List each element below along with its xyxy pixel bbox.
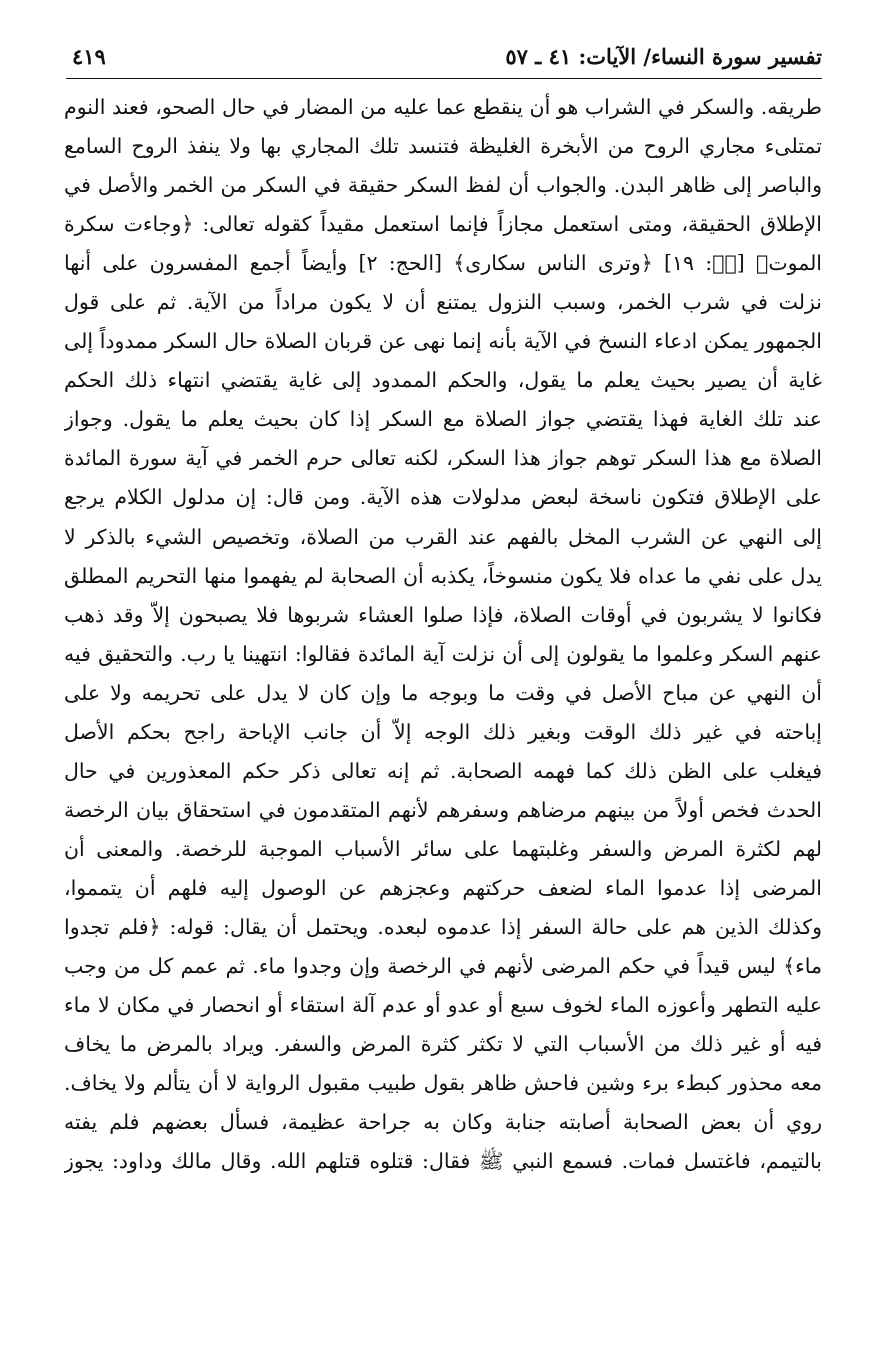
text-line: طريقه. والسكر في الشراب هو أن ينقطع عما عليه من المضار في حال الصحو، فعند النوم <box>64 95 822 119</box>
body-text <box>64 88 822 1181</box>
page-header <box>66 38 822 78</box>
text-line: لهم لكثرة المرض والسفر وغلبتهما على سائر الأسباب الموجبة للرخصة. والمعنى أن <box>64 836 822 861</box>
text-line: غاية أن يصير بحيث يعلم ما يقول، والحكم الممدود إلى غاية يقتضي انتهاء ذلك الحكم <box>64 368 822 393</box>
text-line: روي أن بعض الصحابة أصابته جنابة وكان به جراحة عظيمة، فسأل بعضهم فلم يفته <box>64 1110 822 1135</box>
text-line: الجمهور يمكن ادعاء النسخ في الآية بأنه إنما نهى عن قربان الصلاة حال السكر ممدوداً إلى <box>64 329 822 354</box>
text-line: عنهم السكر وعلموا ما يقولون إلى أن نزلت آية المائدة فقالوا: انتهينا يا رب. والتحقيق فيه <box>64 641 822 666</box>
text-line: المرضى إذا عدموا الماء لضعف حركتهم وعجزهم عن الوصول إليه فلهم أن يتمموا، <box>64 875 822 900</box>
text-line: والباصر إلى ظاهر البدن. والجواب أن لفظ السكر حقيقة في السكر من الخمر والأصل في <box>64 173 822 198</box>
text-line: بالتيمم، فاغتسل فمات. فسمع النبي ﷺ فقال: قتلوه قتلهم الله. وقال مالك وداود: يجوز <box>64 1149 822 1174</box>
text-line: تمتلىء مجاري الروح من الأبخرة الغليظة فتنسد تلك المجاري بها ولا ينفذ الروح السامع <box>64 134 822 159</box>
text-line: وكذلك الذين هم على حالة السفر إذا عدموه لبعده. ويحتمل أن يقال: قوله: ﴿فلم تجدوا <box>64 914 822 939</box>
page-number: ٤١٩ <box>72 44 106 69</box>
text-line: الحدث فخص أولاً من بينهم مرضاهم وسفرهم لأنهم المتقدمون في استحقاق بيان الرخصة <box>64 797 822 822</box>
text-line: عليه التطهر وأعوزه الماء لخوف سبع أو عدو أو عدم آلة استقاء أو انحصار في مكان لا ماء <box>64 993 822 1018</box>
text-line: على الإطلاق فتكون ناسخة لبعض مدلولات هذه الآية. ومن قال: إن مدلول الكلام يرجع <box>64 485 822 510</box>
header-divider <box>66 78 822 79</box>
text-line: معه محذور كبطء برء وشين فاحش ظاهر بقول طبيب مقبول الرواية لا أن يتألم ولا يخاف. <box>64 1071 822 1096</box>
text-line: ماء﴾ ليس قيداً في حكم المرضى لأنهم في الرخصة وإن وجدوا ماء. ثم عمم كل من وجب <box>64 954 822 979</box>
text-line: إلى النهي عن الشرب المخل بالفهم عند القرب من الصلاة، وتخصيص الشيء بالذكر لا <box>64 524 822 549</box>
text-line: يدل على نفي ما عداه فلا يكون منسوخاً، يكذبه أن الصحابة لم يفهموا منها التحريم المطلق <box>64 563 822 588</box>
text-line: الصلاة مع هذا السكر توهم جواز هذا السكر، لكنه تعالى حرم الخمر في آية سورة المائدة <box>64 446 822 471</box>
text-line: إباحته في غير ذلك الوقت وبغير ذلك الوجه إلاّ أن جانب الإباحة راجح بحكم الأصل <box>64 719 822 744</box>
text-line: عند تلك الغاية فهذا يقتضي جواز الصلاة مع السكر إذا كان بحيث يعلم ما يقول. وجواز <box>64 407 822 432</box>
running-title: تفسير سورة النساء/ الآيات: ٤١ ـ ٥٧ <box>505 44 822 69</box>
text-line: فيغلب على الظن ذلك كما فهمه الصحابة. ثم إنه تعالى ذكر حكم المعذورين في حال <box>64 758 822 783</box>
text-line: فكانوا لا يشربون في أوقات الصلاة، فإذا صلوا العشاء شربوها فلا يصبحون إلاّ وقد ذهب <box>64 602 822 627</box>
text-line: الإطلاق الحقيقة، ومتى استعمل مجازاً فإنما استعمل مقيداً كقوله تعالى: ﴿وجاءت سكرة <box>64 212 822 237</box>
text-line: فيه أو غير ذلك من الأسباب التي لا تكثر كثرة المرض والسفر. ويراد بالمرض ما يخاف <box>64 1032 822 1057</box>
text-line: نزلت في شرب الخمر، وسبب النزول يمتنع أن لا يكون مراداً من الآية. ثم على قول <box>64 290 822 315</box>
text-line: الموت﴾ [قۤ: ١٩] ﴿وترى الناس سكارى﴾ [الحج: ٢] وأيضاً أجمع المفسرون على أنها <box>64 251 822 276</box>
text-line: أن النهي عن مباح الأصل في وقت ما وبوجه ما وإن كان لا يدل على تحريمه ولا على <box>64 680 822 705</box>
